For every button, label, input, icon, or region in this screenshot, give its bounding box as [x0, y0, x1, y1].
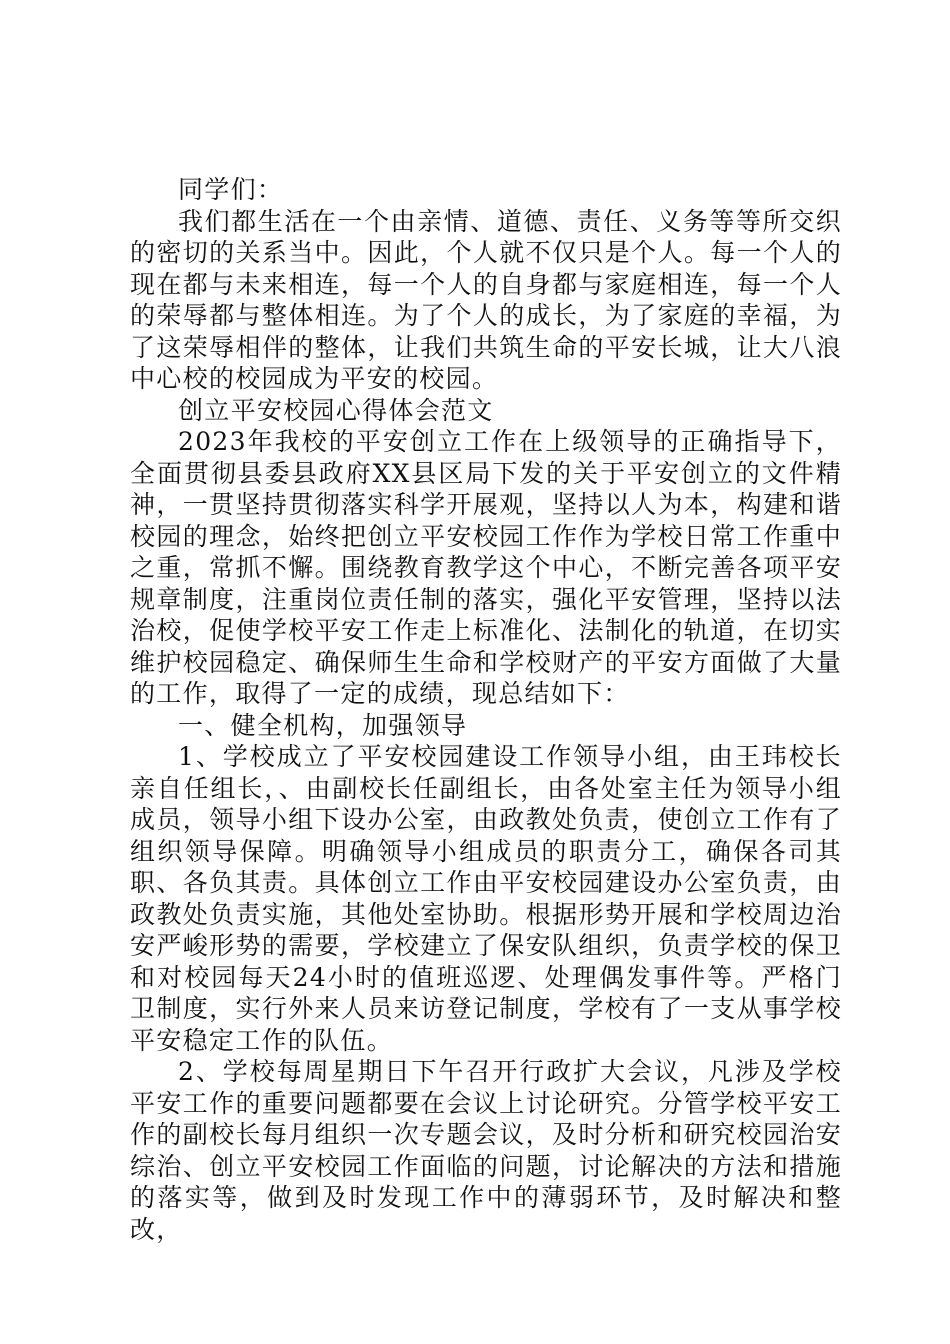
intro-paragraph: 我们都生活在一个由亲情、道德、责任、义务等等所交织的密切的关系当中。因此，个人就不仅只是个人。每一个人的现在都与未来相连，每一个人的自身都与家庭相连，每一个人的荣辱都与整体相连。为了个人的成长，为了家庭的幸福，为了这荣辱相伴的整体，让我们共筑生命的平安长城，让大八浪中心校的校园成为平安的校园。 [130, 206, 842, 393]
summary-paragraph: 2023年我校的平安创立工作在上级领导的正确指导下，全面贯彻县委县政府XX县区局下发的关于平安创立的文件精神，一贯坚持贯彻落实科学开展观，坚持以人为本，构建和谐校园的理念，始终把创立平安校园工作作为学校日常工作重中之重，常抓不懈。围绕教育教学这个中心，不断完善各项平安规章制度，注重岗位责任制的落实，强化平安管理，坚持以法治校，促使学校平安工作走上标准化、法制化的轨道，在切实维护校园稳定、确保师生生命和学校财产的平安方面做了大量的工作，取得了一定的成绩，现总结如下： [130, 427, 842, 708]
article-title: 创立平安校园心得体会范文 [178, 395, 494, 425]
document-body [130, 174, 842, 1245]
section-1-item-2: 2、学校每周星期日下午召开行政扩大会议，凡涉及学校平安工作的重要问题都要在会议上讨论研究。分管学校平安工作的副校长每月组织一次专题会议，及时分析和研究校园治安综治、创立平安校园工作面临的问题，讨论解决的方法和措施的落实等，做到及时发现工作中的薄弱环节，及时解决和整改， [130, 1057, 842, 1244]
salutation: 同学们： [178, 175, 284, 204]
section-1-item-1: 1、学校成立了平安校园建设工作领导小组，由王玮校长亲自任组长，、由副校长任副组长，由各处室主任为领导小组成员，领导小组下设办公室，由政教处负责，使创立工作有了组织领导保障。明确领导小组成员的职责分工，确保各司其职、各负其责。具体创立工作由平安校园建设办公室负责，由政教处负责实施，其他处室协助。根据形势开展和学校周边治安严峻形势的需要，学校建立了保安队组织，负责学校的保卫和对校园每天24小时的值班巡逻、处理偶发事件等。严格门卫制度，实行外来人员来访登记制度，学校有了一支从事学校平安稳定工作的队伍。 [130, 742, 842, 1055]
section-heading-1: 一、健全机构，加强领导 [178, 710, 468, 740]
